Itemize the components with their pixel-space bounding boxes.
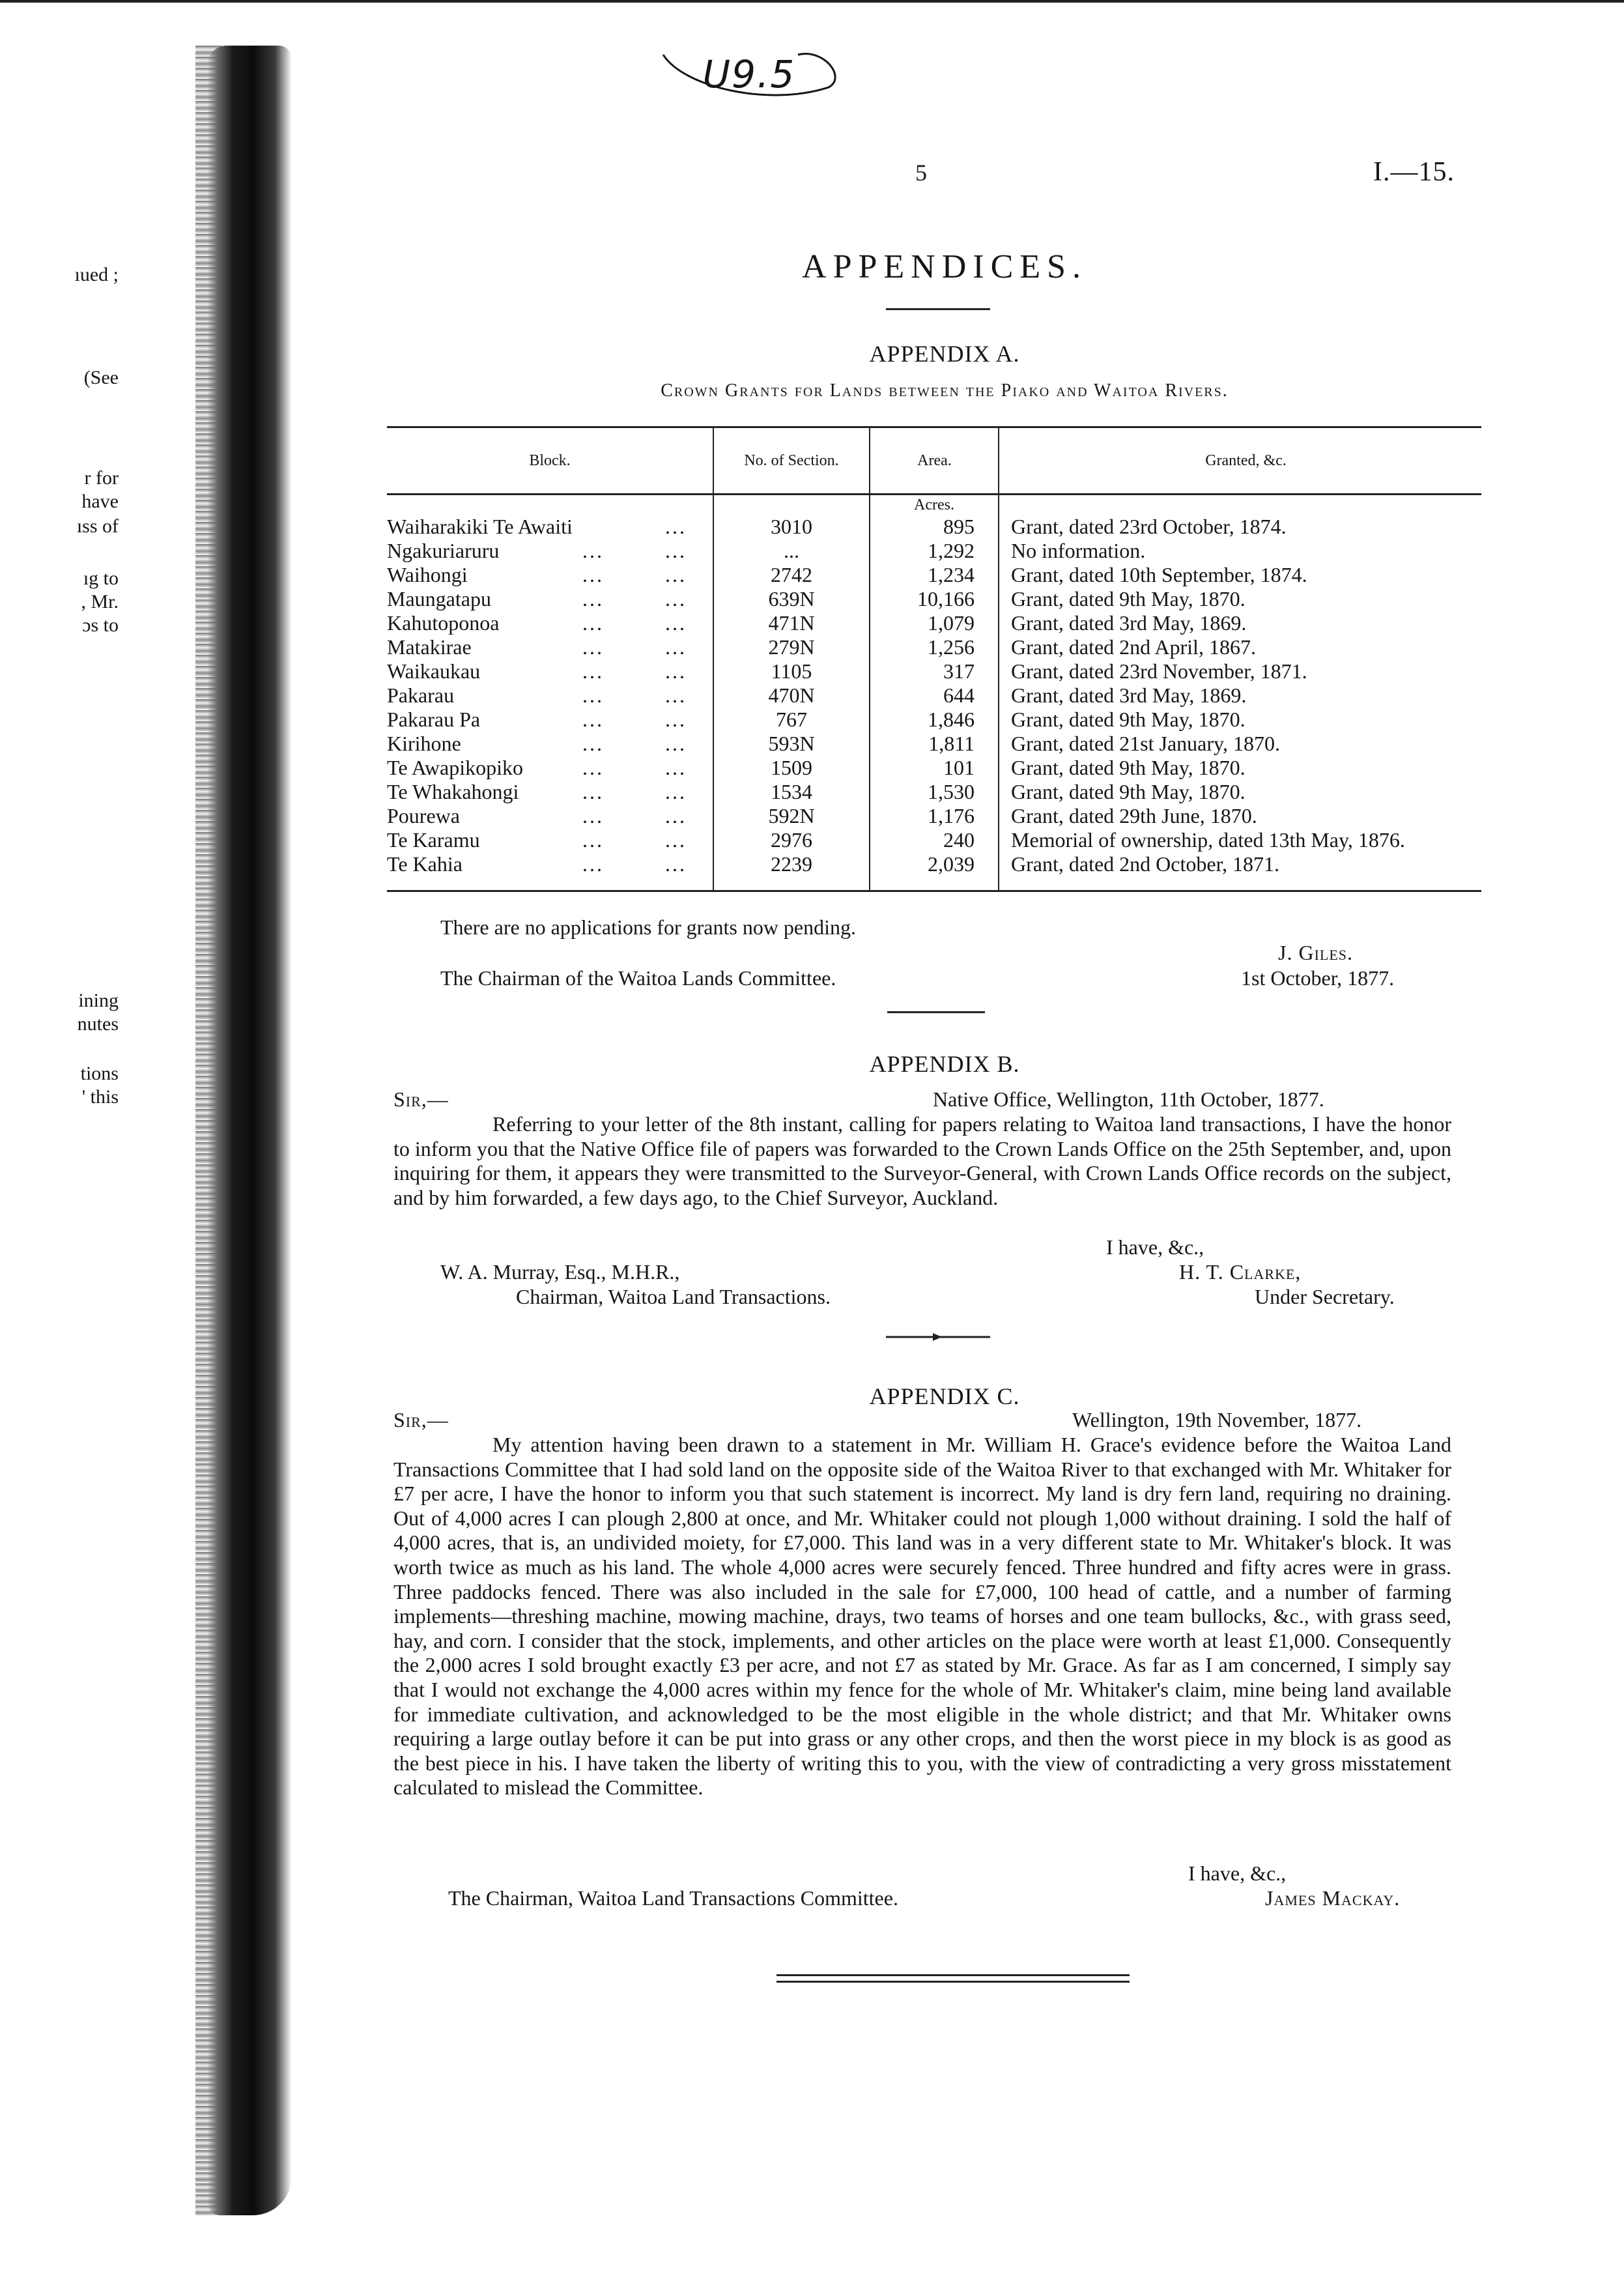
appendix-b-body: Referring to your letter of the 8th instant, calling for papers relating to Waitoa land transactions, I have the honor to inform you that the Native Office file of papers was forwarded to the Crown Lands Office on the 25th September, and, upon inquiring for them, it appears they were transmitted to the Surveyor-General, with Crown Lands Office records on the subject, and by him forwarded, a few days ago, to the Chief Surveyor, Auckland. xyxy=(393,1112,1451,1209)
end-rule-top xyxy=(776,1974,1130,1976)
block-cell xyxy=(387,683,713,708)
block-name: Kahutoponoa xyxy=(387,611,500,635)
granted-cell: Grant, dated 23rd November, 1871. xyxy=(1011,659,1307,683)
leader-dots: ... xyxy=(665,515,687,538)
appendix-b-signatory: H. T. Clarke, xyxy=(1179,1260,1302,1284)
granted-cell: Grant, dated 10th September, 1874. xyxy=(1011,563,1307,586)
block-name: Kirihone xyxy=(387,732,461,755)
leader-dots: ... xyxy=(582,635,604,659)
block-cell xyxy=(387,732,713,756)
leader-dots: ... xyxy=(582,732,604,755)
section-cell: 593N xyxy=(713,732,870,756)
section-cell: 2239 xyxy=(713,852,870,891)
leader-dots: ... xyxy=(665,852,687,876)
appendix-b-addressee-name: W. A. Murray, Esq., M.H.R., xyxy=(440,1260,680,1284)
section-cell: 279N xyxy=(713,635,870,659)
leader-dots: ... xyxy=(582,828,604,852)
block-name: Te Whakahongi xyxy=(387,780,519,803)
appendix-a-date: 1st October, 1877. xyxy=(1241,966,1395,990)
appendix-c-closing: I have, &c., xyxy=(1188,1861,1287,1885)
area-cell: 644 xyxy=(870,683,999,708)
appendix-a-signature: J. Giles. xyxy=(1278,941,1354,964)
section-cell: 2976 xyxy=(713,828,870,852)
page-number: 5 xyxy=(915,160,927,186)
table-row xyxy=(387,780,1481,804)
table-row xyxy=(387,828,1481,852)
table-body xyxy=(387,495,1481,891)
block-name: Te Kahia xyxy=(387,852,463,876)
table-row xyxy=(387,756,1481,780)
table-row xyxy=(387,611,1481,635)
block-name: Ngakuriaruru xyxy=(387,539,500,562)
area-cell: 1,530 xyxy=(870,780,999,804)
table-row xyxy=(387,635,1481,659)
section-divider xyxy=(887,1011,985,1013)
block-cell xyxy=(387,587,713,611)
block-name: Pakarau xyxy=(387,683,455,707)
leader-dots: ... xyxy=(665,708,687,731)
area-unit-label: Acres. xyxy=(870,495,999,515)
leader-dots: ... xyxy=(582,780,604,803)
leader-dots: ... xyxy=(582,563,604,586)
margin-fragment: ɔs to xyxy=(82,614,119,636)
area-cell: 1,079 xyxy=(870,611,999,635)
block-cell xyxy=(387,611,713,635)
table-row xyxy=(387,683,1481,708)
column-header-granted: Granted, &c. xyxy=(999,427,1481,495)
leader-dots: ... xyxy=(665,732,687,755)
leader-dots: ... xyxy=(582,611,604,635)
title-divider xyxy=(886,308,990,310)
table-row xyxy=(387,539,1481,563)
appendix-c-signatory: James Mackay. xyxy=(1265,1886,1401,1910)
leader-dots: ... xyxy=(665,780,687,803)
leader-dots: ... xyxy=(582,539,604,562)
leader-dots: ... xyxy=(665,563,687,586)
table-row xyxy=(387,563,1481,587)
margin-fragment: (See xyxy=(83,367,119,388)
table-row xyxy=(387,732,1481,756)
granted-cell: No information. xyxy=(1011,539,1146,562)
area-cell: 317 xyxy=(870,659,999,683)
leader-dots: ... xyxy=(582,708,604,731)
granted-cell: Grant, dated 23rd October, 1874. xyxy=(1011,515,1287,538)
granted-cell: Grant, dated 9th May, 1870. xyxy=(1011,708,1246,731)
granted-cell: Grant, dated 3rd May, 1869. xyxy=(1011,683,1247,707)
area-cell: 895 xyxy=(870,515,999,539)
appendix-b-salutation: Sir,— xyxy=(393,1087,449,1111)
table-row xyxy=(387,852,1481,891)
area-cell: 2,039 xyxy=(870,852,999,891)
block-cell xyxy=(387,515,713,539)
table-row xyxy=(387,515,1481,539)
granted-cell: Grant, dated 9th May, 1870. xyxy=(1011,587,1246,611)
appendix-a-subtitle: Crown Grants for Lands between the Piako and Waitoa Rivers. xyxy=(661,381,1229,401)
table-row xyxy=(387,708,1481,732)
leader-dots: ... xyxy=(665,635,687,659)
block-cell xyxy=(387,852,713,891)
block-name: Pourewa xyxy=(387,804,460,827)
leader-dots: ... xyxy=(582,852,604,876)
area-cell: 1,234 xyxy=(870,563,999,587)
block-cell xyxy=(387,635,713,659)
column-header-section: No. of Section. xyxy=(713,427,870,495)
granted-cell: Grant, dated 3rd May, 1869. xyxy=(1011,611,1247,635)
granted-cell: Grant, dated 9th May, 1870. xyxy=(1011,756,1246,779)
leader-dots: ... xyxy=(665,539,687,562)
section-cell: 3010 xyxy=(713,515,870,539)
area-cell: 1,292 xyxy=(870,539,999,563)
leader-dots: ... xyxy=(582,804,604,827)
margin-fragment: ıued ; xyxy=(74,264,119,285)
appendix-b-addressee-title: Chairman, Waitoa Land Transactions. xyxy=(516,1285,831,1308)
table-units-row xyxy=(387,495,1481,515)
section-cell: 1105 xyxy=(713,659,870,683)
granted-cell: Grant, dated 29th June, 1870. xyxy=(1011,804,1257,827)
leader-dots: ... xyxy=(665,683,687,707)
margin-fragment: ' this xyxy=(81,1086,119,1108)
block-name: Waihongi xyxy=(387,563,468,586)
area-cell: 1,846 xyxy=(870,708,999,732)
leader-dots: ... xyxy=(665,611,687,635)
binding-shadow xyxy=(207,46,292,2215)
appendix-c-addressee: The Chairman, Waitoa Land Transactions Committee. xyxy=(448,1886,898,1910)
area-cell: 101 xyxy=(870,756,999,780)
section-cell: 471N xyxy=(713,611,870,635)
block-cell xyxy=(387,804,713,828)
margin-fragment: nutes xyxy=(77,1013,119,1035)
leader-dots: ... xyxy=(665,828,687,852)
area-cell: 1,256 xyxy=(870,635,999,659)
block-name: Maungatapu xyxy=(387,587,491,611)
block-name: Te Awapikopiko xyxy=(387,756,524,779)
granted-cell: Grant, dated 2nd October, 1871. xyxy=(999,852,1481,891)
granted-cell: Grant, dated 21st January, 1870. xyxy=(1011,732,1280,755)
section-cell: ... xyxy=(713,539,870,563)
section-cell: 639N xyxy=(713,587,870,611)
block-name: Matakirae xyxy=(387,635,472,659)
granted-cell: Grant, dated 9th May, 1870. xyxy=(1011,780,1246,803)
section-cell: 767 xyxy=(713,708,870,732)
margin-fragment: ining xyxy=(78,990,119,1011)
margin-fragment: have xyxy=(81,491,119,512)
block-cell xyxy=(387,756,713,780)
section-cell: 592N xyxy=(713,804,870,828)
appendix-b-heading: APPENDIX B. xyxy=(869,1051,1020,1077)
stamp-text: U9.5 xyxy=(702,52,796,96)
block-cell xyxy=(387,780,713,804)
appendix-c-salutation: Sir,— xyxy=(393,1408,449,1431)
leader-dots: ... xyxy=(665,587,687,611)
block-name: Pakarau Pa xyxy=(387,708,481,731)
table-row xyxy=(387,587,1481,611)
appendix-b-closing: I have, &c., xyxy=(1106,1235,1204,1259)
section-cell: 2742 xyxy=(713,563,870,587)
leader-dots: ... xyxy=(582,756,604,779)
column-header-area: Area. xyxy=(870,427,999,495)
table-row xyxy=(387,659,1481,683)
leader-dots: ... xyxy=(665,659,687,683)
area-cell: 1,811 xyxy=(870,732,999,756)
block-cell xyxy=(387,539,713,563)
leader-dots: ... xyxy=(582,683,604,707)
margin-fragment: ıg to xyxy=(83,568,119,589)
granted-cell: Grant, dated 2nd April, 1867. xyxy=(1011,635,1256,659)
stamp-loop-icon xyxy=(658,42,840,107)
table-row xyxy=(387,804,1481,828)
block-cell xyxy=(387,563,713,587)
appendix-c-body: My attention having been drawn to a statement in Mr. William H. Grace's evidence before the Waitoa Land Transactions Committee that I had sold land on the opposite side of the Waitoa River to that exchanged with Mr. Whitaker for £7 per acre, I have the honor to inform you that such statement is incorrect. My land is dry fern land, requiring no draining. Out of 4,000 acres I can plough 2,800 at once, and Mr. Whitaker could not plough 1,000 without draining. I sold the half of 4,000 acres, that is, an undivided moiety, for £7,000. This land was in a very different state to Mr. Whitaker's block. It was worth twice as much as his land. The whole 4,000 acres were securely fenced. Three hundred and fifty acres were in grass. Three paddocks fenced. There was also included in the sale for £7,000, 100 head of cattle, and a number of farming implements—threshing machine, mowing machine, drays, two teams of horses and one team bullocks, &c., with grass seed, hay, and corn. I consider that the stock, implements, and other articles on the place were worth at least £1,000. Consequently the 2,000 acres I sold brought exactly £3 per acre, and not £7 as stated by Mr. Grace. As far as I am concerned, I simply say that I would not exchange the 4,000 acres within my fence for the whole of Mr. Whitaker's claim, mine being land available for immediate cultivation, and acknowledged to be the most eligible in the whole district; and that Mr. Whitaker owns requiring a large outlay before it can be put into grass or any other crops, and then the worst piece in my block is as good as the best piece in his. I have taken the liberty of writing this to you, with the view of contradicting a very gross misstatement calculated to mislead the Committee. xyxy=(393,1433,1451,1800)
block-cell xyxy=(387,659,713,683)
margin-fragment: , Mr. xyxy=(81,591,119,612)
area-cell: 1,176 xyxy=(870,804,999,828)
leader-dots: ... xyxy=(582,587,604,611)
appendix-c-place-date: Wellington, 19th November, 1877. xyxy=(1072,1408,1362,1431)
appendix-a-addressee: The Chairman of the Waitoa Lands Committee. xyxy=(440,966,836,990)
area-cell: 10,166 xyxy=(870,587,999,611)
page-title: APPENDICES. xyxy=(802,248,1087,285)
section-cell: 470N xyxy=(713,683,870,708)
arrow-divider-icon xyxy=(886,1332,990,1342)
block-name: Waikaukau xyxy=(387,659,481,683)
margin-fragment: r for xyxy=(84,467,119,489)
scan-top-border xyxy=(0,0,1624,3)
margin-fragment: tions xyxy=(80,1063,119,1084)
leader-dots: ... xyxy=(582,659,604,683)
block-name: Te Karamu xyxy=(387,828,480,852)
appendix-c-heading: APPENDIX C. xyxy=(869,1383,1020,1409)
pending-note: There are no applications for grants now pending. xyxy=(440,915,857,939)
section-cell: 1534 xyxy=(713,780,870,804)
leader-dots: ... xyxy=(665,756,687,779)
column-header-block: Block. xyxy=(387,427,713,495)
paper-reference: I.—15. xyxy=(1373,157,1455,187)
end-rule-bottom xyxy=(776,1981,1130,1983)
block-name: Waiharakiki Te Awaiti xyxy=(387,515,573,538)
block-cell xyxy=(387,828,713,852)
granted-cell: Memorial of ownership, dated 13th May, 1876. xyxy=(1011,828,1405,852)
leader-dots: ... xyxy=(665,804,687,827)
appendix-b-place-date: Native Office, Wellington, 11th October, 1877. xyxy=(933,1087,1324,1111)
handwritten-stamp xyxy=(658,42,840,107)
margin-fragment: ıss of xyxy=(76,515,119,537)
table-header-row xyxy=(387,427,1481,495)
appendix-b-signatory-title: Under Secretary. xyxy=(1255,1285,1395,1308)
appendix-a-heading: APPENDIX A. xyxy=(869,341,1020,367)
crown-grants-table xyxy=(387,426,1481,892)
block-cell xyxy=(387,708,713,732)
section-cell: 1509 xyxy=(713,756,870,780)
area-cell: 240 xyxy=(870,828,999,852)
